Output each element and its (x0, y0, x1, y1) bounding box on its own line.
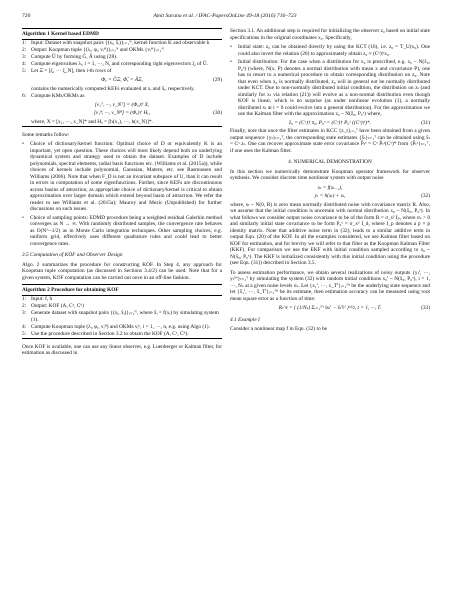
algorithm-1-title: Algorithm 1 Kernel based EDMD (22, 29, 222, 40)
section-heading: 4. NUMERICAL DEMONSTRATION (288, 159, 372, 165)
algorithm-2 (22, 284, 222, 338)
paragraph: Consider a nonlinear map f in Eqn. (32) to be (230, 326, 328, 332)
bullet-icon: • (22, 214, 24, 221)
algo1-line: 3: Compute Û by forming Ĝ, Â using (28). (22, 53, 118, 60)
paragraph: Algo. 2 summarizes the procedure for constructing KOF. In Step 4, any approach for Koopman tuple computation (as discussed in Sections 3.4/2) can be used. Note that for a given system, KOF computation can be carried out once in an off-line fashion. (22, 261, 222, 281)
bullet-item: • Choice of dictionary/kernel function: Optimal choice of D or equivalently K is an important, yet open question. These choices will most likely depend both on underlying dynamical system and strategy used to obtain the dataset. Examples of D include polynomials, spectral elements, radial basis functions etc. (Williams et al. (2015a)), while choices of kernels include polynomial, Gaussian, Matern, etc. see Rasmussen and Williams (2006). Note that when F_D is not an invariant subspace of U, than it can result in errors in computation of some eigenfunctions. Further, since KEFs are discontinuous across basins of attraction, as appropriate choice of dictionary/kernel is critical to obtain approximation over larger domain which extend beyond basin of attraction. We refer the reader to see Williams et al. (2015a); Mauroy and Mezic (Unpublished) for further discussions on such issues. (22, 141, 222, 213)
equation-number: (31) (421, 119, 430, 126)
algo1-line: 2: Output: Koopman tuple {(λᵢ, φᵢ, vᵢᴴ)}ᵢ₌₁ᴺ and OKMs {vᵢᴴ}ᵢ₌₁ᴺ (22, 46, 164, 53)
left-column (22, 28, 222, 588)
paragraph: Once KOF is available, one can use any linear observer, e.g. Luenberger or Kalman filter, for estimation as discussed in (22, 343, 222, 357)
paragraph: where, sₜ ~ N(0, R) is zero mean normally distributed noise with covariance matrix R. Also, we assume that the initial condition is uncertain with normal distribution x₀ ~ N(x̄₀, P₀ˣ). In what follows we consider output noise covariance to be of the form R = σ_s² Iₚ, where σₛ > 0 and similarly initial state covariance to be form P₀ˣ = σ_x² I_d, where I_p denotes a p × p identity matrix. Note that additive noise term in (32), leads to a similar additive term in output Eqn. (20) of the KOF. In all the examples considered, we use Kalman filter based on KOF for estimation, and for brevity we will refer to that filter as the Koopman Kalman Filter (KKF). For comparison we use the EKF with initial condition sampled according to x₀ ~ N(x̄₀, P₀ˣ). The KKF is initialized consistently with this initial condition using the procedure (see Eqn. (31)) described in Section 3.5. (230, 201, 430, 266)
algo2-line: 5: Use the procedure described in Section 3.2 to obtain the KOF (A, Cˣ, Cʰ). (22, 330, 189, 337)
algo1-line: 6: Compute KMs/OKMs as (22, 92, 85, 99)
equation-number: (33) (421, 305, 430, 311)
algo1-line: 4: Compute eigenvalues λᵢ, i = 1, ···, N, and corresponding right eigenvectors ξᵢ of Û. (22, 61, 208, 68)
remarks-intro: Some remarks follow: (22, 131, 70, 138)
algo2-line: 2: Output: KOF (A, Cˣ, Cʰ) (22, 303, 84, 310)
bullet-icon: • (22, 141, 24, 148)
equation-29: Φₓ = ĜΞ, Φ̂ₓ = ÂΞ, (29) (101, 76, 222, 83)
paragraph: Section 3.1. An additional step is required for initializing the observer z₀ based on initial state specifications in the original coordinates x₀. Specifically, (230, 28, 430, 41)
algo2-line: 3: Generate dataset with snapshot pairs {(xᵢ, x̂ᵢ)}ᵢ₌₁ᴺ, where x̂ᵢ = f(xᵢ) by simulating system (1). (22, 310, 219, 323)
algo1-line: 5: Let Ξ = [ξ₁ ··· ξ_N], then i-th rows of (22, 68, 112, 75)
algo1-line: where, X = [x₁, ···, x_N]* and Hₓ = [h(x₁), ···, h(x_N)]*. (31, 118, 153, 125)
page-number: 720 (22, 13, 31, 19)
equation-number: (29) (213, 76, 222, 83)
paragraph: In this section we numerically demonstrate Koopman operator framework for observer synthesis. We consider discrete time nonlinear system with output noise (230, 168, 430, 181)
equation-32a: xₜ = f(xₜ₋₁), (317, 184, 343, 191)
page-header (22, 10, 428, 22)
algo2-line: 4: Compute Koopman tuple (λᵢ, φᵢ, vᵢᴴ) and OKMs vᵢʰ, i = 1, ···, n, e.g. using Algo (1). (22, 323, 210, 330)
algo2-line: 1: Input: f, h (22, 296, 53, 303)
equation-number: (30) (213, 110, 222, 117)
bullet-item: • Initial state: z₀ can be obtained directly by using the KCT (16), i.e. z₀ = T_U(x₀). One could also invert the relation (20) to approximately obtain z₀ ≈ (Cˣ)†x₀. (230, 44, 430, 57)
bullet-item: • Initial distribution: For the case when a distribution for x₀ is prescribed, e.g. x₀ ~ N(x̄₀, P₀ˣ) (where, N(x, P) denotes a normal distribution with mean x and covariance P), one has to resort to a numerical procedure to obtain corresponding distribution on z₀. Note that even when x₀ is normally distributed, z₀ will in general not be normally distributed under KCT. Due to non-normally distributed initial condition, the distribution on zₜ (and similarly for xₜ via relation (21)) will evolve as a non-normal distribution even though KOF is linear, which is no surprise (as under nonlinear evolution (1), a normally distributed xₜ at t = 0 could evolve into a general distribution). For the approximation we use the Kalman filter with the approximation z₀ ~ N(z̄₀, P₀ᶻ) where, (230, 59, 430, 117)
equation-30b: [v₁ᴴ, ···, v_Nᴴ] = (Φₓ)† Hₓ, (30) (93, 110, 222, 117)
algorithm-2-title: Algorithm 2 Procedure for obtaining KOF (22, 285, 222, 296)
journal-citation: Amit Surana et al. / IFAC-PapersOnLine 49-18 (2016) 716–723 (153, 13, 297, 19)
equation-30a: [v₁ᵀ, ···, v_Nᵀ] = (Φₓ)† X, (94, 101, 150, 108)
right-column (230, 28, 430, 588)
algo1-line: 1: Input: Dataset with snapshot pairs {(xᵢ, x̂ᵢ)}ᵢ₌₁ᴺ, kernel function K and observable h (22, 39, 210, 46)
bullet-icon: • (230, 44, 232, 50)
bullet-item: • Choice of sampling points: EDMD procedure being a weighted residual Galerkin method converges as N → ∞. With randomly distributed samples, the convergence rate behaves as O(N^−1/2) as in Monte Carlo integration techniques. Other sampling choices, e.g. uniform grid, effectively uses different quadrature rules and could lead to better convergence rates. (22, 214, 222, 247)
algo1-line: contains the numerically computed KEFs evaluated at xᵢ and x̂ᵢ, respectively. (31, 85, 195, 92)
equation-31: z̄₀ = (Cˣ)† x̄₀, P₀ᶻ = (Cˣ)† P₀ˣ ((Cˣ)†)*. (31) (289, 119, 430, 126)
section-heading: 4.1 Example I (230, 316, 260, 323)
paragraph: Finally, note that once the filter estimates in KCC {z_t}ᵢ₌₁ᵀ have been obtained from a given output sequence {yₜ}ₜ₌₁ᵀ, the corresponding state estimates {x̂ₜ}ₜ₌₁ᵀ can be obtained using x̂ₜ = Cˣ zₜ. One can recover approximate state error covariance P̂ₜˣ = Cˣ P̂ₜᶻ(Cˣ)* from {P̂ₜᶻ}ₜ₌₁ᵀ, if one uses the Kalman filter. (230, 128, 430, 154)
bullet-icon: • (230, 59, 232, 65)
paragraph: To assess estimation performance, we obtain several realizations of noisy outputs {yₜⁱ, ···, yₜᴺˢ}ₜ₌₁ᵀ by simulating the system (32) with random initial conditions x₀ⁱ ~ N(x̄₀, P₀ˣ), i = 1, ···, Nₛ at a given noise levels σₛ. Let {x₁ⁱ, ···, x_Tⁱ}ᵢ₌₁ᴺˢ be the underlying state sequence and let {x̂₁ⁱ, ···, x̂_Tⁱ}ᵢ₌₁ᴺˢ be its estimate, then estimation accuracy can be measured using root mean square error as a function of time: (230, 269, 430, 302)
algorithm-1 (22, 28, 222, 127)
equation-33: Rₜ^ε = ( (1/Nₛ) Σᵢ₌₁ᴺˢ ‖xₜⁱ − x̂ₜⁱ‖² )^½, t = 1, ···, T. (33) (278, 305, 430, 311)
equation-number: (32) (421, 193, 430, 199)
equation-32b: yₜ = h(xₜ) + sₜ, (32) (314, 193, 430, 199)
section-heading: 3.5 Computation of KOF and Observer Design (22, 252, 123, 259)
